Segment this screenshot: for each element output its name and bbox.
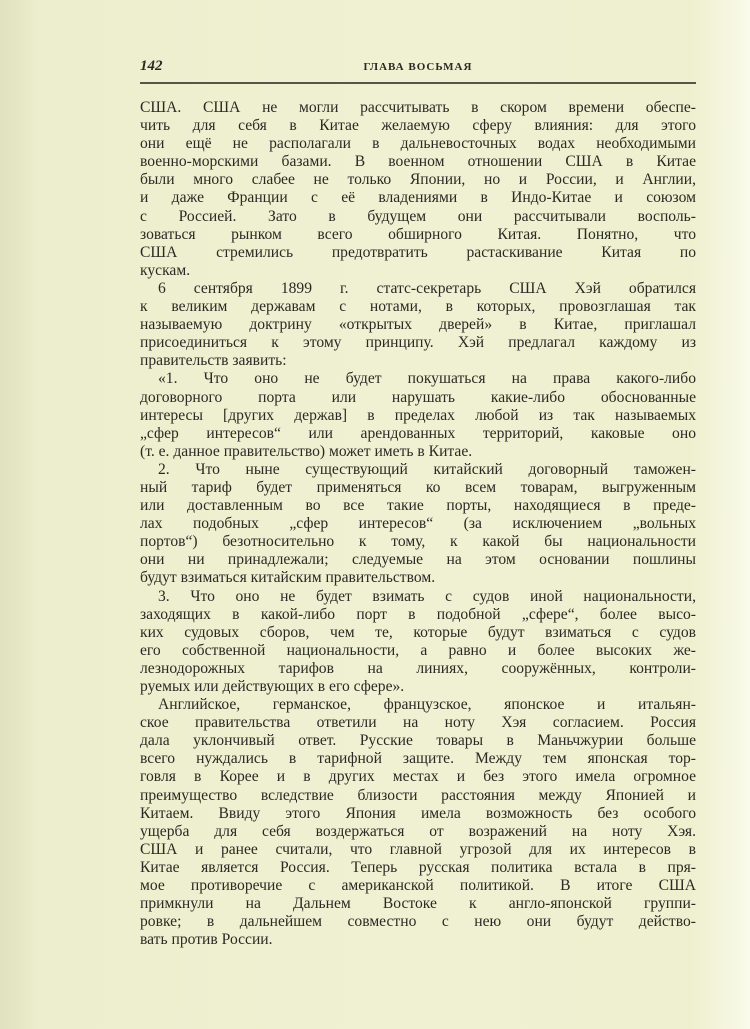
book-page (140, 58, 696, 949)
text-line: или доставленным во все такие порты, находящиеся в преде- (140, 497, 696, 515)
paragraph (140, 370, 696, 460)
text-line: Английское, германское, французское, японское и итальян- (158, 696, 696, 714)
paragraph (140, 696, 696, 949)
paragraph (140, 280, 696, 370)
text-line: преимущество вследствие близости расстояния между Японией и (140, 786, 696, 804)
header-rule (140, 82, 696, 84)
text-line: они ни принадлежали; следуемые на этом основании пошлины (140, 551, 696, 569)
text-line: называемую доктрину «открытых дверей» в Китае, приглашал (140, 316, 696, 334)
text-line: заходящих в какой-либо порт в подобной „сфере“, более высо- (140, 605, 696, 623)
text-line: 3. Что оно не будет взимать с судов иной национальности, (158, 587, 696, 605)
text-line: мое противоречие с американской политикой. В итоге США (140, 877, 696, 895)
text-line: военно-морскими базами. В военном отношении США в Китае (140, 153, 696, 171)
text-line: (т. е. данное правительство) может иметь в Китае. (140, 442, 473, 460)
text-line: его собственной национальности, а равно и более высоких же- (140, 641, 696, 659)
text-line: лезнодорожных тарифов на линиях, сооружённых, контроли- (140, 659, 696, 677)
text-line: будут взиматься китайским правительством. (140, 569, 436, 587)
text-line: присоединиться к этому принципу. Хэй предлагал каждому из (140, 334, 696, 352)
paragraph (140, 461, 696, 588)
text-line: 6 сентября 1899 г. статс-секретарь США Хэй обратился (158, 279, 696, 297)
body-text (140, 99, 696, 949)
running-title: ГЛАВА ВОСЬМАЯ (363, 61, 473, 73)
text-line: интересы [других держав] в пределах любой из так называемых (140, 406, 696, 424)
text-line: ское правительства ответили на ноту Хэя согласием. Россия (140, 714, 696, 732)
page-number: 142 (140, 58, 163, 74)
text-line: всего нуждались в тарифной защите. Между тем японская тор- (140, 750, 696, 768)
text-line: ровке; в дальнейшем совместно с нею они будут действо- (140, 913, 696, 931)
text-line: «1. Что оно не будет покушаться на права какого-либо (158, 370, 696, 388)
text-line: они ещё не располагали в дальневосточных водах необходимыми (140, 135, 696, 153)
text-line: США стремились предотвратить растаскивание Китая по (140, 243, 696, 261)
text-line: и даже Франции с её владениями в Индо-Китае и союзом (140, 189, 696, 207)
text-line: „сфер интересов“ или арендованных территорий, каковые оно (140, 424, 696, 442)
text-line: были много слабее не только Японии, но и России, и Англии, (140, 171, 696, 189)
text-line: ких судовых сборов, чем те, которые будут взиматься с судов (140, 623, 696, 641)
text-line: США и ранее считали, что главной угрозой для их интересов в (140, 840, 696, 858)
text-line: с Россией. Зато в будущем они рассчитывали восполь- (140, 207, 696, 225)
text-line: ущерба для себя воздержаться от возражений на ноту Хэя. (140, 822, 696, 840)
text-line: к великим державам с нотами, в которых, провозглашая так (140, 298, 696, 316)
text-line: руемых или действующих в его сфере». (140, 678, 405, 695)
page-header (140, 58, 696, 78)
text-line: примкнули на Дальнем Востоке к англо-японской группи- (140, 895, 696, 913)
text-line: говля в Корее и в других местах и без этого имела огромное (140, 768, 696, 786)
text-line: чить для себя в Китае желаемую сферу влияния: для этого (140, 117, 696, 135)
text-line: ный тариф будет применяться ко всем товарам, выгруженным (140, 478, 696, 496)
text-line: США. США не могли рассчитывать в скором времени обеспе- (140, 99, 696, 116)
text-line: кускам. (140, 261, 191, 279)
text-line: портов“) безотносительно к тому, к какой бы национальности (140, 533, 696, 551)
text-line: 2. Что ныне существующий китайский договорный таможен- (158, 460, 696, 478)
paragraph (140, 588, 696, 697)
text-line: Китае является Россия. Теперь русская политика встала в пря- (140, 858, 696, 876)
text-line: лах подобных „сфер интересов“ (за исключением „вольных (140, 515, 696, 533)
text-line: правительств заявить: (140, 352, 287, 370)
text-line: зоваться рынком всего обширного Китая. Понятно, что (140, 225, 696, 243)
paragraph (140, 99, 696, 280)
text-line: договорного порта или нарушать какие-либо обоснованные (140, 388, 696, 406)
text-line: вать против России. (140, 931, 273, 949)
text-line: Китаем. Ввиду этого Япония имела возможность без особого (140, 804, 696, 822)
text-line: дала уклончивый ответ. Русские товары в Маньчжурии больше (140, 732, 696, 750)
